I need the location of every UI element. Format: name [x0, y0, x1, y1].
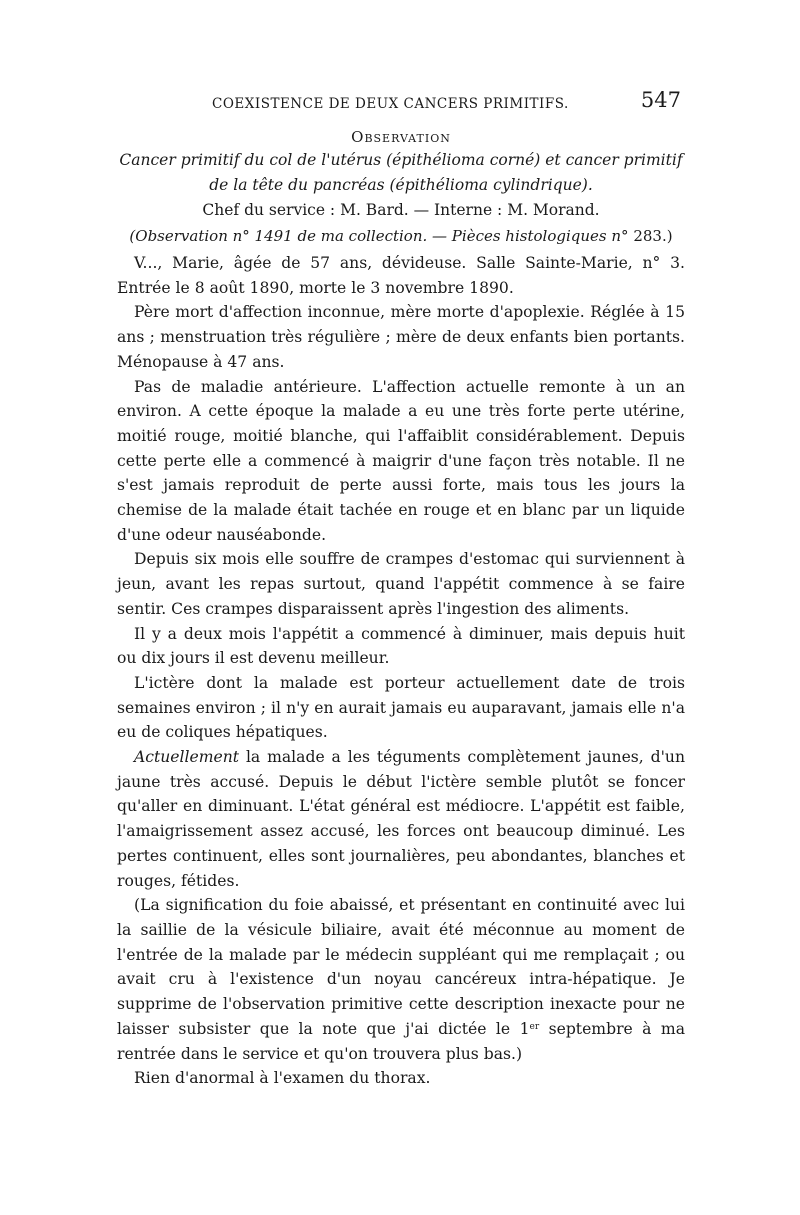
paragraph-current-illness: Pas de maladie antérieure. L'affection actuelle remonte à un an environ. A cette époque la malade a eu une très forte perte utérine, moitié rouge, moitié blanche, qui l'affaiblit considérablement. Depuis cette perte elle a commencé à maigrir d'une façon très notable. Il ne s'est jamais reproduit de perte aussi forte, mais tous les jours la chemise de la malade était tachée en rouge et en blanc par un liquide d'une odeur nauséabonde.: [117, 377, 685, 544]
observation-heading: Observation: [351, 128, 451, 146]
paragraph-cramps: Depuis six mois elle souffre de crampes d'estomac qui surviennent à jeun, avant les repas surtout, quand l'appétit commence à se faire sentir. Ces crampes disparaissent après l'ingestion des aliments.: [117, 550, 685, 618]
paragraph-icterus: L'ictère dont la malade est porteur actuellement date de trois semaines environ ; il n'y en aurait jamais eu auparavant, jamais elle n'a eu de coliques hépatiques.: [117, 673, 685, 742]
observation-title: Cancer primitif du col de l'utérus (épithélioma corné) et cancer primitif de la tête du pancréas (épithélioma cylindrique).: [119, 151, 683, 194]
paragraph-thorax: Rien d'anormal à l'examen du thorax.: [134, 1069, 431, 1088]
running-title: COEXISTENCE DE DEUX CANCERS PRIMITIFS.: [212, 96, 569, 112]
book-page: [117, 88, 685, 1091]
paragraph-current-state: [117, 745, 685, 893]
note-superscript: er: [529, 1021, 540, 1032]
collection-reference: (Observation n° 1491 de ma collection. — Pièces histologiques n°: [129, 227, 629, 245]
collection-line: [117, 223, 685, 249]
page-number: 547: [640, 88, 681, 112]
running-head: [117, 88, 685, 122]
paragraph-patient: V..., Marie, âgée de 57 ans, dévideuse. Salle Sainte-Marie, n° 3. Entrée le 8 août 1890, morte le 3 novembre 1890.: [117, 254, 685, 297]
collection-number: 283.): [633, 227, 673, 245]
current-state-text: la malade a les téguments complètement jaunes, d'un jaune très accusé. Depuis le début l'ictère semble plutôt se foncer qu'aller en diminuant. L'état général est médiocre. L'appétit est faible, l'amaigrissement assez accusé, les forces ont beaucoup diminué. Les pertes continuent, elles sont journalières, peu abondantes, blanches et rouges, fétides.: [117, 748, 685, 890]
paragraph-note: [117, 893, 685, 1066]
note-text-start: (La signification du foie abaissé, et présentant en continuité avec lui la saillie de la vésicule biliaire, avait été méconnue au moment de l'entrée de la malade par le médecin suppléant qui me remplaçait ; ou avait cru à l'existence d'un noyau cancéreux intra-hépatique. Je supprime de l'observation primitive cette description inexacte pour ne laisser subsister que la note que j'ai dictée le 1: [117, 896, 685, 1038]
service-line: Chef du service : M. Bard. — Interne : M. Morand.: [202, 201, 600, 219]
current-state-lead: Actuellement: [134, 748, 240, 767]
paragraph-family-history: Père mort d'affection inconnue, mère morte d'apoplexie. Réglée à 15 ans ; menstruation très régulière ; mère de deux enfants bien portants. Ménopause à 47 ans.: [117, 303, 685, 371]
paragraph-appetite: Il y a deux mois l'appétit a commencé à diminuer, mais depuis huit ou dix jours il est devenu meilleur.: [117, 624, 685, 668]
note-text-end: septembre à ma rentrée dans le service et qu'on trouvera plus bas.): [117, 1019, 685, 1063]
